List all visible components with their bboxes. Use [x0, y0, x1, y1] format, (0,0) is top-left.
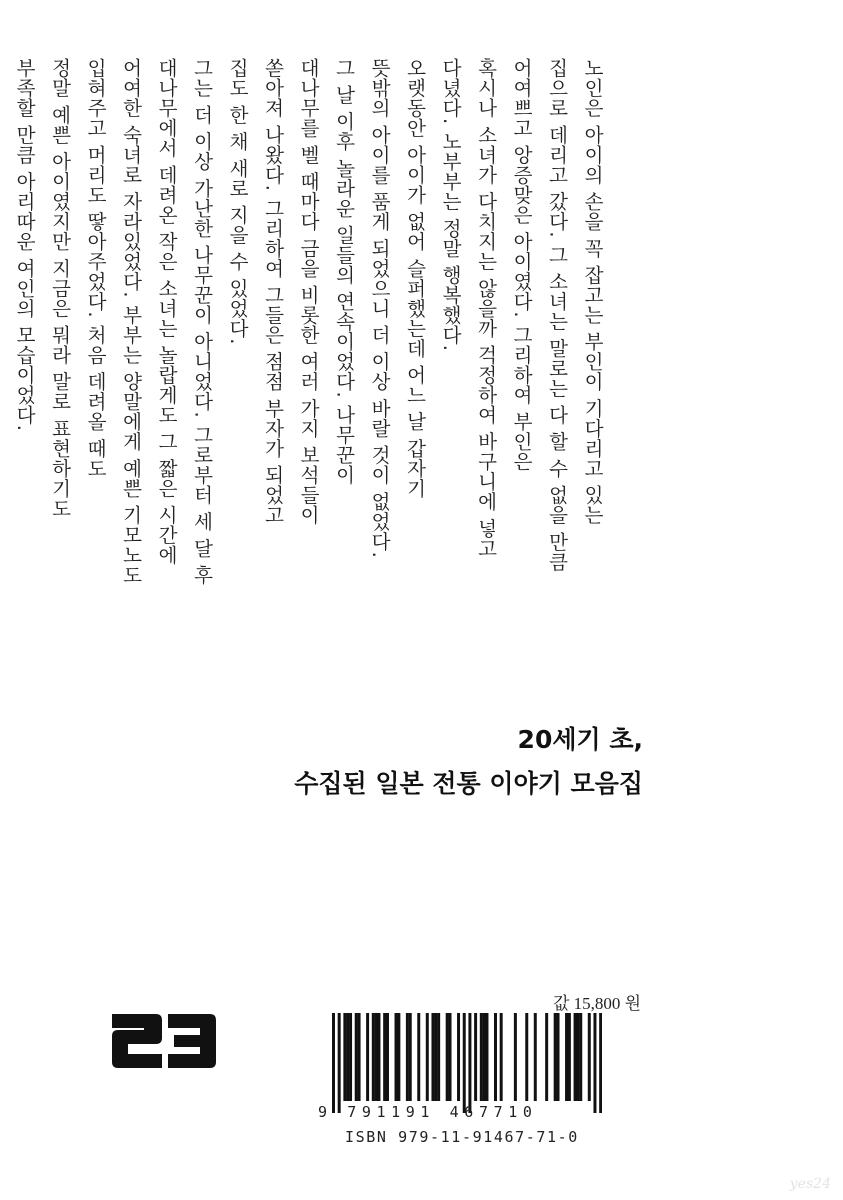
barcode-bar [485, 1013, 488, 1101]
barcode-bar [449, 1013, 452, 1101]
isbn-number: ISBN 979-11-91467-71-0 [345, 1128, 579, 1146]
barcode-bar [417, 1013, 420, 1101]
tagline-line-1: 20세기 초, [517, 725, 643, 754]
barcode-bar [514, 1013, 517, 1101]
tagline-line-2: 수집된 일본 전통 이야기 모음집 [294, 769, 643, 798]
barcode-bar [525, 1013, 528, 1101]
barcode-bar [468, 1013, 471, 1113]
barcode-bar [534, 1013, 537, 1101]
barcode-bar [437, 1013, 440, 1101]
barcode-bar [457, 1013, 460, 1101]
story-column: 입혀주고 머리도 땋아주었다. 처음 데려올 때도 [84, 58, 107, 479]
story-column: 혹시나 소녀가 다치지는 않을까 걱정하여 바구니에 넣고 [474, 58, 498, 559]
publisher-logo [110, 1012, 218, 1070]
price-label: 값 15,800 원 [553, 994, 642, 1013]
barcode-bar [574, 1013, 577, 1101]
barcode-bar [343, 1013, 346, 1101]
barcode-bar [375, 1013, 378, 1101]
barcode-bar [474, 1013, 477, 1101]
story-column: 집도 한 채 새로 지을 수 있었다. [226, 58, 249, 345]
story-column: 쏟아져 나왔다. 그리하여 그들은 점점 부자가 되었고 [261, 58, 285, 525]
barcode-bar [332, 1013, 335, 1113]
story-column: 집으로 데리고 갔다. 그 소녀는 말로는 다 할 수 없을 만큼 [545, 58, 569, 572]
story-column: 그는 더 이상 가난한 나무꾼이 아니었다. 그로부터 세 달 후 [190, 58, 214, 585]
barcode-bar [557, 1013, 560, 1101]
barcode-bar [346, 1013, 349, 1101]
barcode-bar [406, 1013, 409, 1101]
story-column: 어여한 숙녀로 자라있었다. 부부는 양말에게 예쁜 기모노도 [119, 58, 143, 585]
barcode-bar [395, 1013, 398, 1101]
barcode-bar [576, 1013, 579, 1101]
barcode-bar [545, 1013, 548, 1101]
barcode-bar [383, 1013, 386, 1101]
barcode-bar [366, 1013, 369, 1101]
barcode-bar [480, 1013, 483, 1101]
barcode-bar [397, 1013, 400, 1101]
barcode-bar [483, 1013, 486, 1101]
barcode-bar [409, 1013, 412, 1101]
barcode-bar [494, 1013, 497, 1101]
story-column: 오랫동안 아이가 없어 슬퍼했는데 어느 날 갑자기 [403, 58, 427, 499]
barcode-bar [338, 1013, 341, 1113]
barcode-bar [355, 1013, 358, 1101]
barcode-bar [599, 1013, 602, 1113]
barcode-bar [588, 1013, 591, 1101]
story-column: 다녔다. 노부부는 정말 행복했다. [439, 58, 462, 352]
barcode-bar [431, 1013, 434, 1101]
barcode-bar [579, 1013, 582, 1101]
barcode-bar [463, 1013, 466, 1113]
barcode-bar [358, 1013, 361, 1101]
story-column: 부족할 만큼 아리따운 여인의 모습이었다. [13, 58, 36, 432]
barcode-bar [434, 1013, 437, 1101]
barcode-bar [500, 1013, 503, 1101]
story-column: 어여쁘고 앙증맞은 아이였다. 그리하여 부인은 [510, 58, 533, 472]
barcode-bar [372, 1013, 375, 1101]
barcode-bar [554, 1013, 557, 1101]
story-column: 뜻밖의 아이를 품게 되었으니 더 이상 바랄 것이 없었다. [368, 58, 391, 559]
barcode-bar [568, 1013, 571, 1101]
story-column: 대나무를 벨 때마다 금을 비롯한 여러 가지 보석들이 [297, 58, 320, 525]
barcode-bar [593, 1013, 596, 1113]
barcode-digits: 9 791191 467710 [318, 1103, 538, 1121]
barcode-bar [377, 1013, 380, 1101]
barcode-bar [349, 1013, 352, 1101]
story-text [10, 58, 610, 618]
story-column: 대나무에서 데려온 작은 소녀는 놀랍게도 그 짧은 시간에 [155, 58, 178, 565]
barcode-bar [386, 1013, 389, 1101]
story-column: 정말 예쁜 아이였지만 지금은 뭐라 말로 표현하기도 [48, 58, 72, 519]
barcode-bar [426, 1013, 429, 1101]
tagline [294, 718, 643, 806]
story-column: 노인은 아이의 손을 꼭 잡고는 부인이 기다리고 있는 [581, 58, 604, 525]
story-column: 그 날 이후 놀라운 일들의 연속이었다. 나무꾼이 [332, 58, 356, 485]
barcode-bar [446, 1013, 449, 1101]
watermark: yes24 [789, 1176, 831, 1192]
barcode-bar [565, 1013, 568, 1101]
